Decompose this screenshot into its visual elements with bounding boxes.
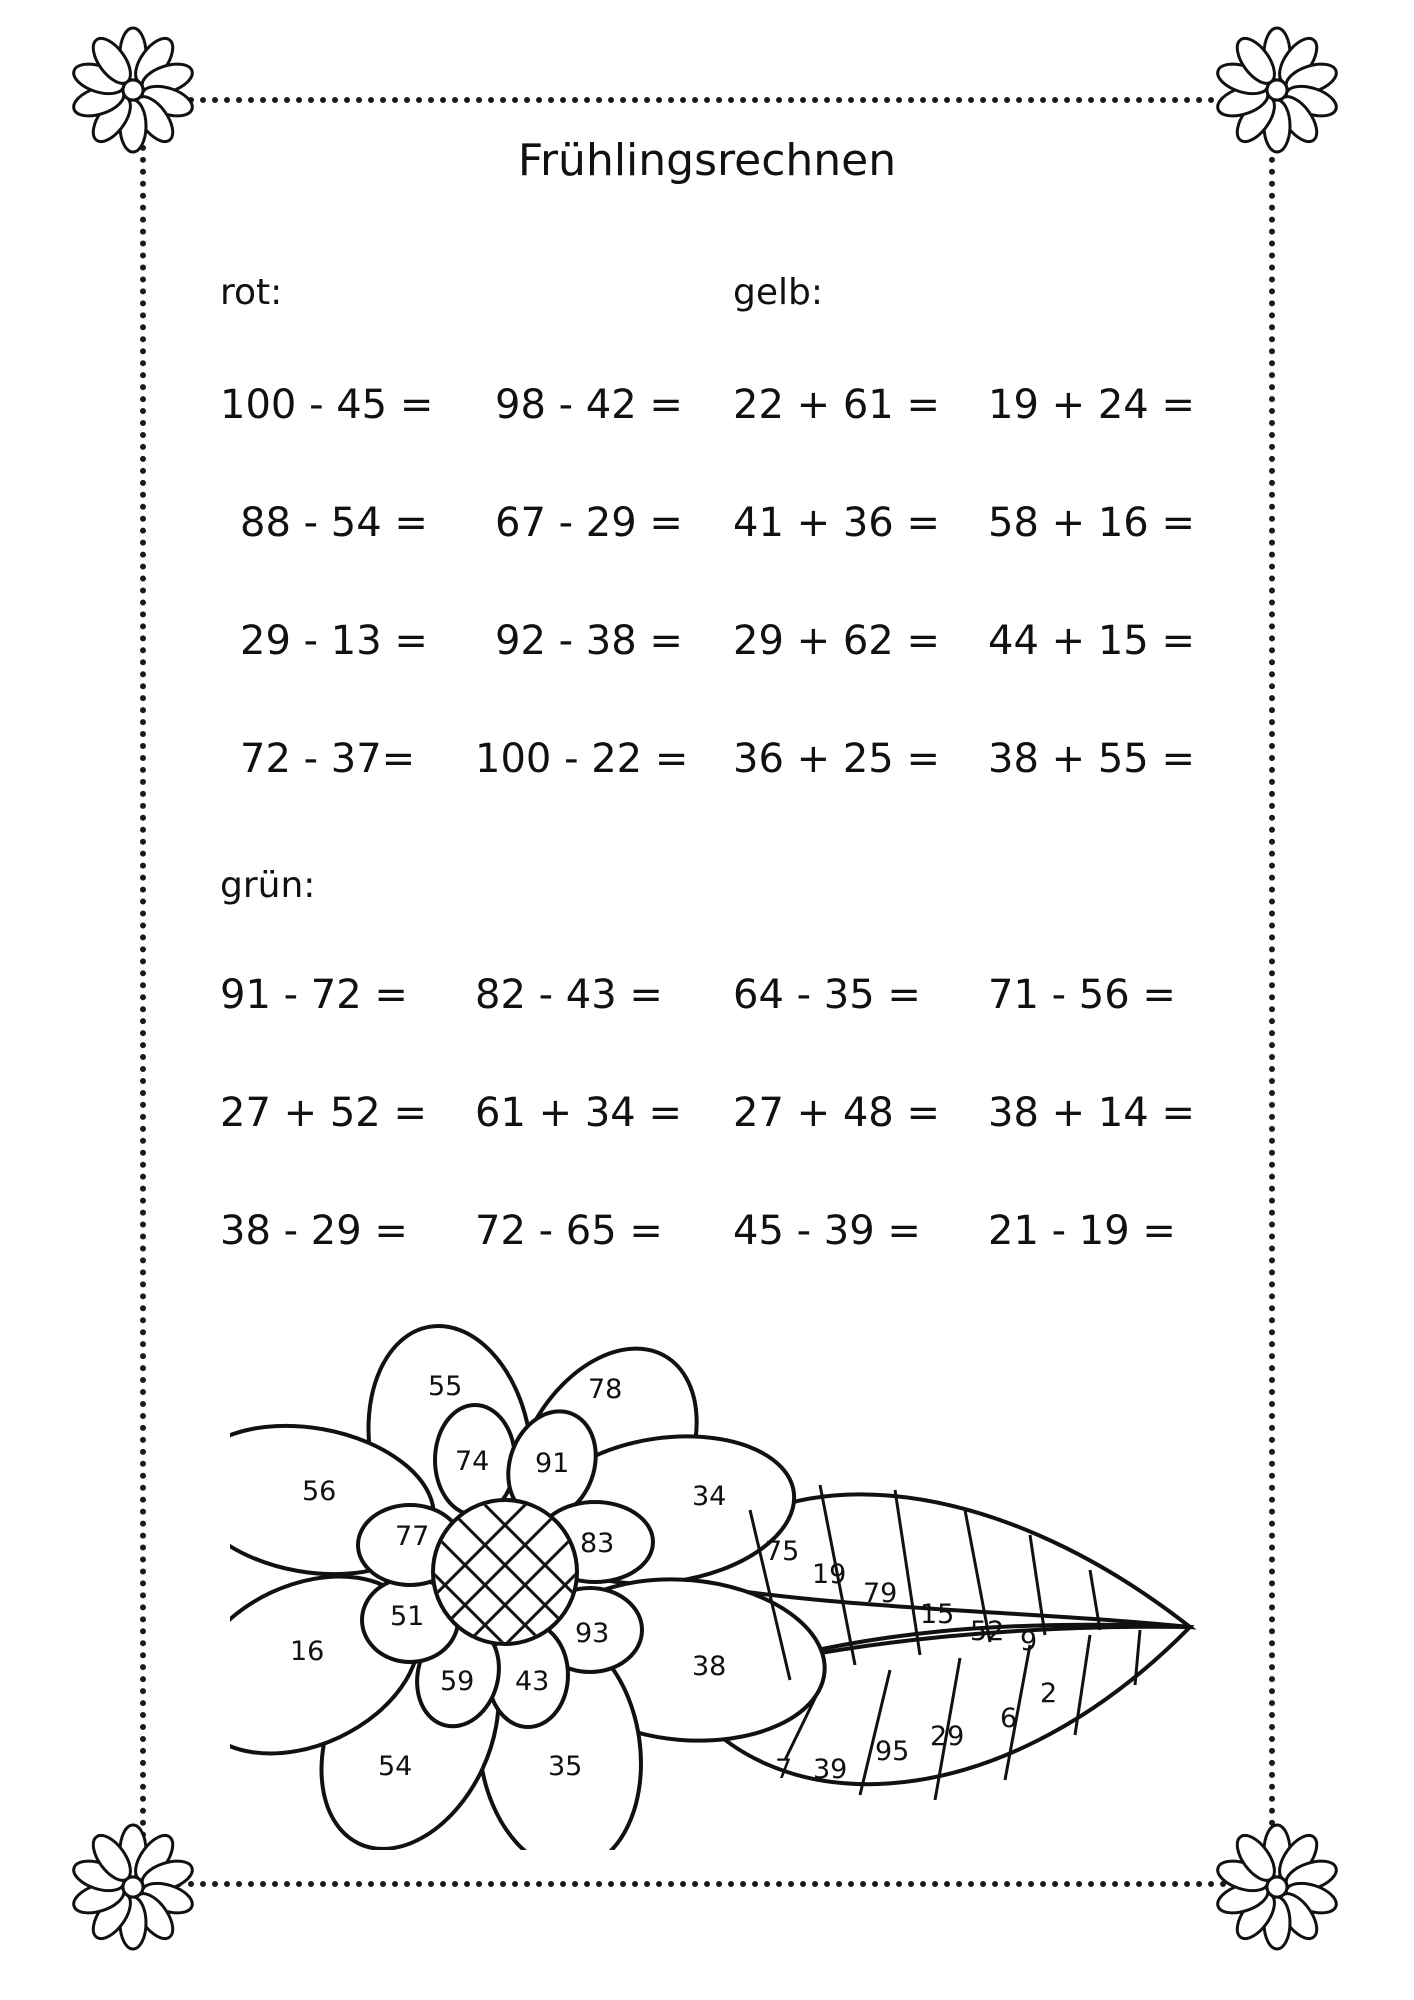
flower-number: 78 xyxy=(588,1374,623,1405)
equation-rot-4: 67 - 29 = xyxy=(495,500,683,546)
leaf-number: 6 xyxy=(1000,1703,1018,1734)
equation-rot-5: 29 - 13 = xyxy=(240,618,428,664)
flower-number: 93 xyxy=(575,1618,610,1649)
equation-gelb-5: 29 + 62 = xyxy=(733,618,940,664)
equation-gruen-12: 21 - 19 = xyxy=(988,1208,1176,1254)
section-label-gelb: gelb: xyxy=(733,272,823,313)
section-label-rot: rot: xyxy=(220,272,283,313)
flower-center xyxy=(433,1500,577,1644)
flower-number: 34 xyxy=(692,1481,727,1512)
equation-gruen-2: 82 - 43 = xyxy=(475,972,663,1018)
equation-gruen-7: 27 + 48 = xyxy=(733,1090,940,1136)
leaf-number: 75 xyxy=(765,1536,800,1567)
equation-gelb-7: 36 + 25 = xyxy=(733,736,940,782)
leaf-number: 19 xyxy=(812,1559,847,1590)
flower-number: 56 xyxy=(302,1476,337,1507)
equation-gruen-8: 38 + 14 = xyxy=(988,1090,1195,1136)
equation-gelb-3: 41 + 36 = xyxy=(733,500,940,546)
equation-gruen-1: 91 - 72 = xyxy=(220,972,408,1018)
section-label-gruen: grün: xyxy=(220,865,316,906)
flower-number: 74 xyxy=(455,1446,490,1477)
worksheet-title: Frühlingsrechnen xyxy=(517,135,897,186)
corner-flower-bottom-right-icon xyxy=(1212,1822,1342,1952)
flower-number: 59 xyxy=(440,1666,475,1697)
equation-gruen-9: 38 - 29 = xyxy=(220,1208,408,1254)
equation-gelb-6: 44 + 15 = xyxy=(988,618,1195,664)
leaf-number: 39 xyxy=(813,1754,848,1785)
flower-coloring-picture xyxy=(230,1290,1210,1850)
flower-number: 54 xyxy=(378,1751,413,1782)
flower-number: 35 xyxy=(548,1751,583,1782)
flower-number: 77 xyxy=(395,1521,430,1552)
corner-flower-bottom-left-icon xyxy=(68,1822,198,1952)
flower-number: 55 xyxy=(428,1371,463,1402)
flower-number: 51 xyxy=(390,1601,425,1632)
equation-gruen-5: 27 + 52 = xyxy=(220,1090,427,1136)
flower-number: 91 xyxy=(535,1448,570,1479)
flower-number: 38 xyxy=(692,1651,727,1682)
equation-rot-6: 92 - 38 = xyxy=(495,618,683,664)
flower-number: 16 xyxy=(290,1636,325,1667)
equation-gruen-11: 45 - 39 = xyxy=(733,1208,921,1254)
leaf-number: 9 xyxy=(1020,1626,1038,1657)
equation-gruen-6: 61 + 34 = xyxy=(475,1090,682,1136)
leaf-number: 7 xyxy=(775,1754,793,1785)
equation-rot-3: 88 - 54 = xyxy=(240,500,428,546)
equation-gelb-8: 38 + 55 = xyxy=(988,736,1195,782)
leaf-number: 52 xyxy=(970,1616,1005,1647)
equation-rot-2: 98 - 42 = xyxy=(495,382,683,428)
leaf-number: 95 xyxy=(875,1736,910,1767)
equation-rot-7: 72 - 37= xyxy=(240,736,416,782)
equation-rot-1: 100 - 45 = xyxy=(220,382,434,428)
leaf-number: 2 xyxy=(1040,1678,1058,1709)
equation-gruen-3: 64 - 35 = xyxy=(733,972,921,1018)
equation-gruen-10: 72 - 65 = xyxy=(475,1208,663,1254)
equation-gelb-2: 19 + 24 = xyxy=(988,382,1195,428)
leaf-number: 29 xyxy=(930,1721,965,1752)
leaf-number: 15 xyxy=(920,1599,955,1630)
equation-gelb-4: 58 + 16 = xyxy=(988,500,1195,546)
leaf-number: 79 xyxy=(863,1578,898,1609)
equation-rot-8: 100 - 22 = xyxy=(475,736,689,782)
equation-gelb-1: 22 + 61 = xyxy=(733,382,940,428)
equation-gruen-4: 71 - 56 = xyxy=(988,972,1176,1018)
flower-number: 83 xyxy=(580,1528,615,1559)
flower-number: 43 xyxy=(515,1666,550,1697)
